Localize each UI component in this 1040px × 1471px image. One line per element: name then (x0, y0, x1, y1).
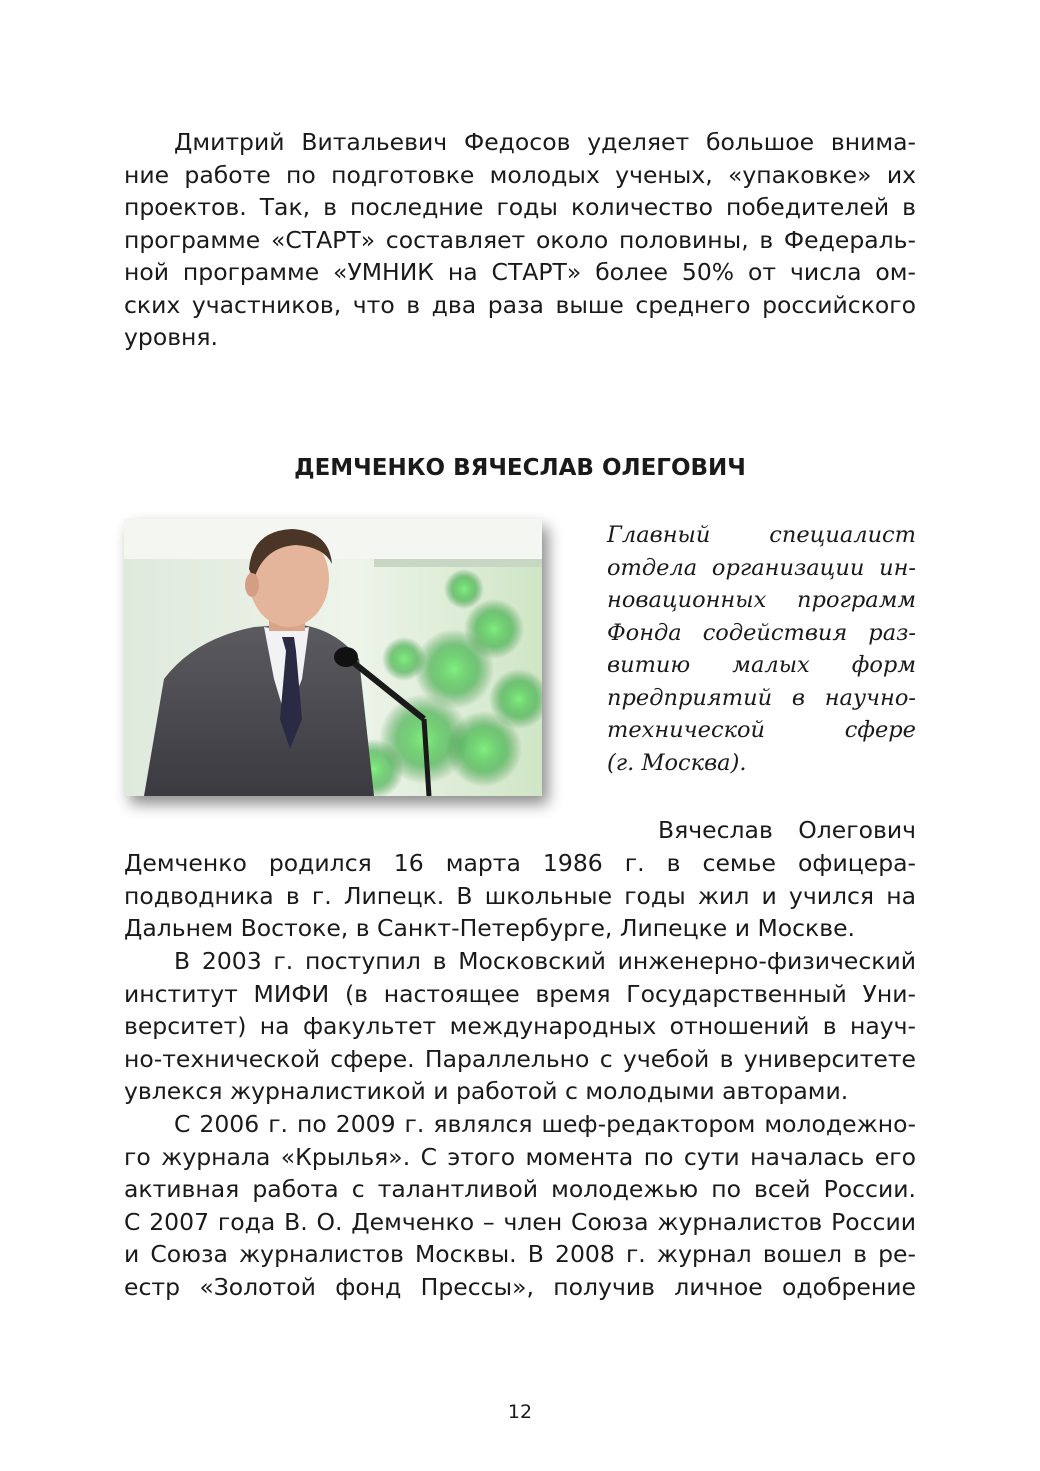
bio-paragraph-1 (124, 847, 916, 945)
text-line: ние работе по подготовке молодых ученых, «упаковке» их (124, 160, 916, 189)
caption-line: Главный специалист (607, 522, 916, 548)
text-line: но-технической сфере. Параллельно с учебой в университете (124, 1044, 916, 1073)
caption-line: отдела организации ин- (607, 554, 916, 581)
text-line: го журнала «Крылья». С этого момента по сути началась его (124, 1142, 916, 1171)
bio-paragraph-2 (124, 945, 916, 1108)
caption-line: Фонда содействия раз- (607, 619, 916, 646)
caption-line: предприятий в научно- (607, 684, 916, 711)
caption-line: новационных программ (607, 587, 916, 613)
caption-line: (г. Москва). (607, 749, 747, 776)
text-line: Дальнем Востоке, в Санкт-Петербурге, Липецке и Москве. (124, 914, 856, 942)
bio-first-line (658, 814, 916, 847)
text-line: и Союза журналистов Москвы. В 2008 г. журнал вошел в ре- (124, 1240, 916, 1268)
text-line: Вячеслав Олегович (658, 816, 916, 844)
section-heading: ДЕМЧЕНКО ВЯЧЕСЛАВ ОЛЕГОВИЧ (294, 455, 746, 481)
intro-paragraph (124, 126, 916, 354)
text-line: Дмитрий Витальевич Федосов уделяет большое внима- (174, 128, 916, 156)
text-line: С 2007 года В. О. Демченко – член Союза журналистов России (124, 1207, 916, 1236)
bio-paragraph-3 (124, 1108, 916, 1303)
text-line: активная работа с талантливой молодежью по всей России. (124, 1175, 916, 1203)
text-line: институт МИФИ (в настоящее время Государственный Уни- (124, 979, 916, 1008)
photo-caption (607, 519, 916, 779)
text-line: Демченко родился 16 марта 1986 г. в семье офицера- (124, 849, 916, 877)
text-line: В 2003 г. поступил в Московский инженерно-физический (174, 947, 916, 975)
caption-line: технической сфере (607, 717, 916, 743)
text-line: увлекся журналистикой и работой с молодыми авторами. (124, 1077, 849, 1105)
text-line: уровня. (124, 323, 219, 351)
portrait-photo (124, 519, 542, 796)
text-line: ной программе «УМНИК на СТАРТ» более 50% от числа ом- (124, 258, 916, 286)
text-line: естр «Золотой фонд Прессы», получив личное одобрение (124, 1272, 916, 1301)
text-line: ских участников, что в два раза выше среднего российского (124, 290, 916, 319)
text-line: проектов. Так, в последние годы количество победителей в (124, 193, 916, 221)
text-line: верситет) на факультет международных отношений в науч- (124, 1012, 916, 1040)
caption-line: витию малых форм (607, 652, 916, 678)
text-line: С 2006 г. по 2009 г. являлся шеф-редактором молодежно- (174, 1110, 916, 1138)
page-number: 12 (507, 1401, 533, 1423)
text-line: программе «СТАРТ» составляет около половины, в Федераль- (124, 225, 916, 254)
text-line: подводника в г. Липецк. В школьные годы жил и учился на (124, 881, 916, 910)
